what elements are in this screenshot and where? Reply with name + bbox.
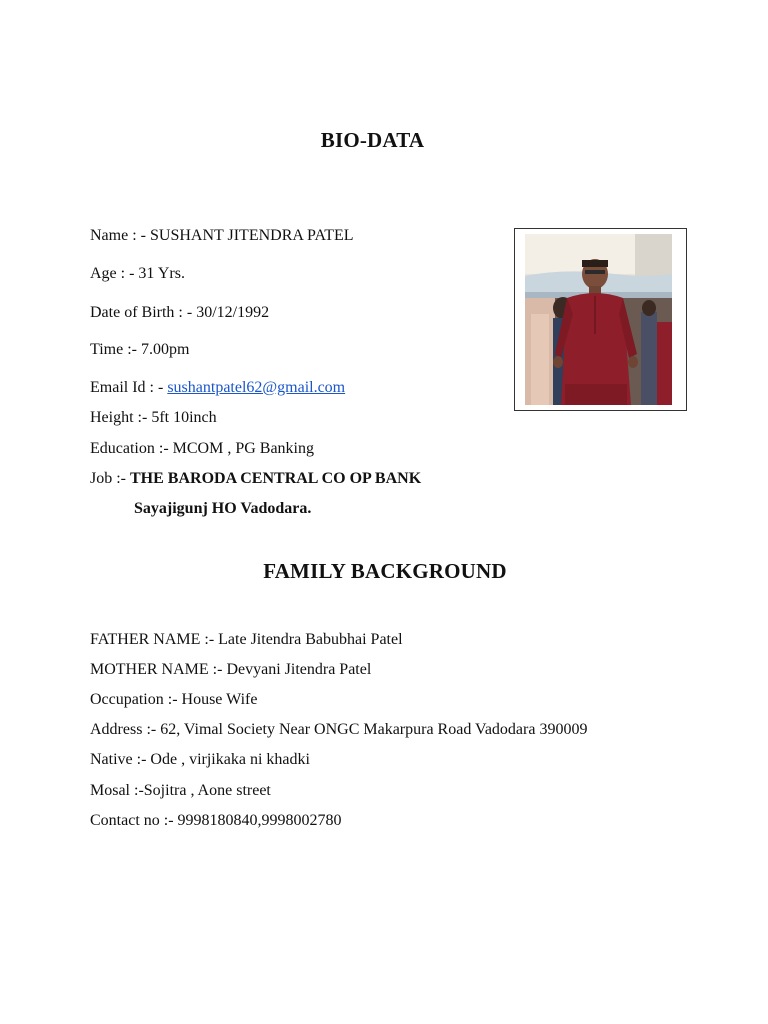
father-line: FATHER NAME :- Late Jitendra Babubhai Patel [90,631,403,648]
education-line: Education :- MCOM , PG Banking [90,440,314,457]
profile-photo [525,234,672,405]
height-line: Height :- 5ft 10inch [90,409,217,426]
age-line: Age : - 31 Yrs. [90,265,185,282]
dob-line: Date of Birth : - 30/12/1992 [90,304,270,321]
job-line [90,469,421,489]
contact-line: Contact no :- 9998180840,9998002780 [90,812,342,829]
email-line [90,378,345,398]
job-location-line: Sayajigunj HO Vadodara. [134,500,312,517]
email-label: Email Id : - [90,379,168,396]
page-title: BIO-DATA [320,128,425,152]
email-link[interactable]: sushantpatel62@gmail.com [167,379,346,396]
occupation-line: Occupation :- House Wife [90,691,258,708]
name-label: Name : - [90,227,150,244]
profile-photo-frame [514,228,687,411]
time-line: Time :- 7.00pm [90,341,190,358]
native-line: Native :- Ode , virjikaka ni khadki [90,751,310,768]
name-value: SUSHANT JITENDRA PATEL [149,227,354,244]
job-label: Job :- [90,470,130,487]
address-line: Address :- 62, Vimal Society Near ONGC Makarpura Road Vadodara 390009 [90,721,588,738]
mosal-line: Mosal :-Sojitra , Aone street [90,782,271,799]
job-value: THE BARODA CENTRAL CO OP BANK [130,470,422,487]
family-background-title: FAMILY BACKGROUND [263,559,507,583]
name-line [90,226,354,246]
mother-line: MOTHER NAME :- Devyani Jitendra Patel [90,661,372,678]
